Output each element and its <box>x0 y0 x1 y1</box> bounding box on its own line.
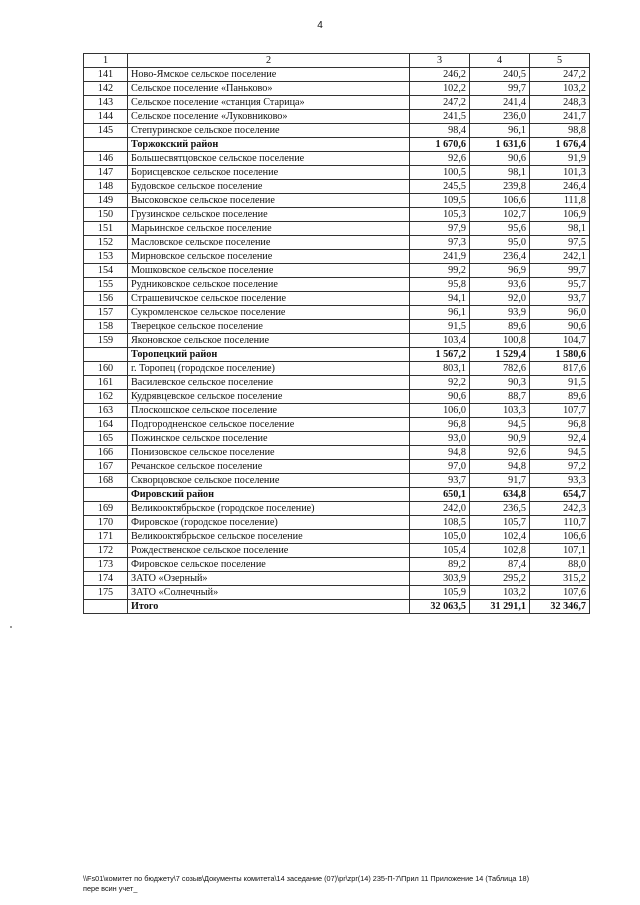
table-row <box>84 292 590 306</box>
row-number-cell: 151 <box>84 222 128 236</box>
value-col3-cell: 105,0 <box>410 530 470 544</box>
table-row <box>84 586 590 600</box>
table-row <box>84 96 590 110</box>
row-number-cell: 170 <box>84 516 128 530</box>
table-row <box>84 572 590 586</box>
value-col3-cell: 97,3 <box>410 236 470 250</box>
row-number-cell: 141 <box>84 68 128 82</box>
value-col4-cell: 241,4 <box>470 96 530 110</box>
value-col4-cell: 88,7 <box>470 390 530 404</box>
settlement-name-cell: Фировское (городское поселение) <box>128 516 410 530</box>
value-col3-cell: 97,0 <box>410 460 470 474</box>
value-col4-cell: 96,9 <box>470 264 530 278</box>
value-col5-cell: 94,5 <box>530 446 590 460</box>
value-col4-cell: 102,4 <box>470 530 530 544</box>
file-path-footer <box>83 874 603 894</box>
appendix-table <box>83 53 590 614</box>
row-number-cell: 169 <box>84 502 128 516</box>
file-path-line-2: пере всин учет_ <box>83 884 138 893</box>
table-subtotal-row <box>84 600 590 614</box>
value-col4-cell: 94,5 <box>470 418 530 432</box>
row-number-cell: 155 <box>84 278 128 292</box>
settlement-name-cell: Сельское поселение «Паньково» <box>128 82 410 96</box>
value-col5-cell: 315,2 <box>530 572 590 586</box>
value-col4-cell: 236,5 <box>470 502 530 516</box>
row-number-cell: 148 <box>84 180 128 194</box>
value-col4-cell: 31 291,1 <box>470 600 530 614</box>
value-col3-cell: 93,0 <box>410 432 470 446</box>
value-col4-cell: 1 529,4 <box>470 348 530 362</box>
table-row <box>84 110 590 124</box>
value-col3-cell: 108,5 <box>410 516 470 530</box>
row-number-cell <box>84 348 128 362</box>
table-body <box>84 54 590 614</box>
row-number-cell: 166 <box>84 446 128 460</box>
row-number-cell: 152 <box>84 236 128 250</box>
settlement-name-cell: Сельское поселение «станция Старица» <box>128 96 410 110</box>
value-col3-cell: 241,5 <box>410 110 470 124</box>
table-row <box>84 474 590 488</box>
settlement-name-cell: Рудниковское сельское поселение <box>128 278 410 292</box>
value-col4-cell: 106,6 <box>470 194 530 208</box>
table-row <box>84 222 590 236</box>
value-col4-cell: 90,9 <box>470 432 530 446</box>
value-col4-cell: 105,7 <box>470 516 530 530</box>
settlement-name-cell: ЗАТО «Озерный» <box>128 572 410 586</box>
table-row <box>84 502 590 516</box>
value-col4-cell: 239,8 <box>470 180 530 194</box>
table-row <box>84 390 590 404</box>
settlement-name-cell: Великооктябрьское (городское поселение) <box>128 502 410 516</box>
table-row <box>84 516 590 530</box>
settlement-name-cell: Тверецкое сельское поселение <box>128 320 410 334</box>
row-number-cell: 175 <box>84 586 128 600</box>
table-row <box>84 376 590 390</box>
value-col3-cell: 106,0 <box>410 404 470 418</box>
settlement-name-cell: Великооктябрьское сельское поселение <box>128 530 410 544</box>
settlement-name-cell: Мирновское сельское поселение <box>128 250 410 264</box>
value-col4-cell: 100,8 <box>470 334 530 348</box>
value-col3-cell: 105,4 <box>410 544 470 558</box>
settlement-name-cell: Василевское сельское поселение <box>128 376 410 390</box>
header-cell-3: 3 <box>410 54 470 68</box>
row-number-cell: 162 <box>84 390 128 404</box>
settlement-name-cell: Подгородненское сельское поселение <box>128 418 410 432</box>
value-col4-cell: 90,6 <box>470 152 530 166</box>
row-number-cell: 159 <box>84 334 128 348</box>
table-row <box>84 558 590 572</box>
value-col3-cell: 94,1 <box>410 292 470 306</box>
value-col4-cell: 95,6 <box>470 222 530 236</box>
table-row <box>84 460 590 474</box>
settlement-name-cell: ЗАТО «Солнечный» <box>128 586 410 600</box>
value-col5-cell: 98,1 <box>530 222 590 236</box>
value-col4-cell: 93,9 <box>470 306 530 320</box>
value-col5-cell: 96,0 <box>530 306 590 320</box>
value-col5-cell: 93,3 <box>530 474 590 488</box>
appendix-table-container <box>83 53 589 614</box>
value-col3-cell: 92,6 <box>410 152 470 166</box>
value-col5-cell: 110,7 <box>530 516 590 530</box>
value-col5-cell: 98,8 <box>530 124 590 138</box>
table-header-row <box>84 54 590 68</box>
settlement-name-cell: Понизовское сельское поселение <box>128 446 410 460</box>
row-number-cell: 171 <box>84 530 128 544</box>
value-col4-cell: 102,7 <box>470 208 530 222</box>
settlement-name-cell: г. Торопец (городское поселение) <box>128 362 410 376</box>
row-number-cell: 174 <box>84 572 128 586</box>
row-number-cell: 167 <box>84 460 128 474</box>
value-col4-cell: 98,1 <box>470 166 530 180</box>
row-number-cell: 145 <box>84 124 128 138</box>
settlement-name-cell: Мошковское сельское поселение <box>128 264 410 278</box>
table-row <box>84 418 590 432</box>
row-number-cell <box>84 600 128 614</box>
value-col3-cell: 94,8 <box>410 446 470 460</box>
value-col3-cell: 105,3 <box>410 208 470 222</box>
value-col4-cell: 236,0 <box>470 110 530 124</box>
value-col3-cell: 803,1 <box>410 362 470 376</box>
value-col3-cell: 96,1 <box>410 306 470 320</box>
value-col3-cell: 99,2 <box>410 264 470 278</box>
settlement-name-cell: Борисцевское сельское поселение <box>128 166 410 180</box>
value-col5-cell: 817,6 <box>530 362 590 376</box>
value-col5-cell: 111,8 <box>530 194 590 208</box>
header-cell-1: 1 <box>84 54 128 68</box>
table-row <box>84 208 590 222</box>
value-col4-cell: 1 631,6 <box>470 138 530 152</box>
value-col5-cell: 103,2 <box>530 82 590 96</box>
value-col3-cell: 245,5 <box>410 180 470 194</box>
settlement-name-cell: Скворцовское сельское поселение <box>128 474 410 488</box>
value-col5-cell: 96,8 <box>530 418 590 432</box>
value-col5-cell: 92,4 <box>530 432 590 446</box>
row-number-cell: 142 <box>84 82 128 96</box>
value-col5-cell: 107,7 <box>530 404 590 418</box>
value-col3-cell: 89,2 <box>410 558 470 572</box>
table-row <box>84 278 590 292</box>
value-col3-cell: 103,4 <box>410 334 470 348</box>
settlement-name-cell: Рождественское сельское поселение <box>128 544 410 558</box>
value-col3-cell: 98,4 <box>410 124 470 138</box>
settlement-name-cell: Большесвятцовское сельское поселение <box>128 152 410 166</box>
settlement-name-cell: Грузинское сельское поселение <box>128 208 410 222</box>
row-number-cell: 164 <box>84 418 128 432</box>
settlement-name-cell: Масловское сельское поселение <box>128 236 410 250</box>
value-col5-cell: 1 676,4 <box>530 138 590 152</box>
settlement-name-cell: Кудрявцевское сельское поселение <box>128 390 410 404</box>
value-col3-cell: 109,5 <box>410 194 470 208</box>
settlement-name-cell: Яконовское сельское поселение <box>128 334 410 348</box>
settlement-name-cell: Сельское поселение «Луковниково» <box>128 110 410 124</box>
value-col5-cell: 107,6 <box>530 586 590 600</box>
value-col5-cell: 654,7 <box>530 488 590 502</box>
value-col5-cell: 97,2 <box>530 460 590 474</box>
value-col4-cell: 236,4 <box>470 250 530 264</box>
value-col3-cell: 102,2 <box>410 82 470 96</box>
value-col5-cell: 90,6 <box>530 320 590 334</box>
value-col3-cell: 1 670,6 <box>410 138 470 152</box>
value-col4-cell: 93,6 <box>470 278 530 292</box>
value-col3-cell: 92,2 <box>410 376 470 390</box>
table-row <box>84 544 590 558</box>
value-col5-cell: 107,1 <box>530 544 590 558</box>
settlement-name-cell: Фировское сельское поселение <box>128 558 410 572</box>
row-number-cell: 173 <box>84 558 128 572</box>
value-col4-cell: 103,3 <box>470 404 530 418</box>
value-col4-cell: 95,0 <box>470 236 530 250</box>
row-number-cell: 172 <box>84 544 128 558</box>
header-cell-5: 5 <box>530 54 590 68</box>
value-col5-cell: 95,7 <box>530 278 590 292</box>
settlement-name-cell: Сукромленское сельское поселение <box>128 306 410 320</box>
value-col4-cell: 90,3 <box>470 376 530 390</box>
value-col3-cell: 246,2 <box>410 68 470 82</box>
table-row <box>84 194 590 208</box>
row-number-cell: 146 <box>84 152 128 166</box>
table-row <box>84 180 590 194</box>
value-col3-cell: 93,7 <box>410 474 470 488</box>
value-col5-cell: 241,7 <box>530 110 590 124</box>
row-number-cell: 168 <box>84 474 128 488</box>
table-row <box>84 250 590 264</box>
row-number-cell: 157 <box>84 306 128 320</box>
table-row <box>84 236 590 250</box>
value-col5-cell: 101,3 <box>530 166 590 180</box>
row-number-cell: 161 <box>84 376 128 390</box>
margin-mark <box>10 626 12 628</box>
value-col4-cell: 89,6 <box>470 320 530 334</box>
value-col5-cell: 88,0 <box>530 558 590 572</box>
value-col5-cell: 89,6 <box>530 390 590 404</box>
table-row <box>84 446 590 460</box>
value-col3-cell: 1 567,2 <box>410 348 470 362</box>
value-col3-cell: 96,8 <box>410 418 470 432</box>
value-col4-cell: 634,8 <box>470 488 530 502</box>
settlement-name-cell: Торопецкий район <box>128 348 410 362</box>
value-col3-cell: 100,5 <box>410 166 470 180</box>
table-row <box>84 152 590 166</box>
value-col4-cell: 102,8 <box>470 544 530 558</box>
row-number-cell: 160 <box>84 362 128 376</box>
settlement-name-cell: Речанское сельское поселение <box>128 460 410 474</box>
value-col3-cell: 91,5 <box>410 320 470 334</box>
value-col4-cell: 103,2 <box>470 586 530 600</box>
value-col5-cell: 104,7 <box>530 334 590 348</box>
value-col5-cell: 91,5 <box>530 376 590 390</box>
value-col4-cell: 96,1 <box>470 124 530 138</box>
table-row <box>84 82 590 96</box>
settlement-name-cell: Будовское сельское поселение <box>128 180 410 194</box>
table-row <box>84 68 590 82</box>
value-col5-cell: 32 346,7 <box>530 600 590 614</box>
value-col5-cell: 1 580,6 <box>530 348 590 362</box>
table-row <box>84 320 590 334</box>
value-col5-cell: 91,9 <box>530 152 590 166</box>
value-col3-cell: 242,0 <box>410 502 470 516</box>
table-row <box>84 334 590 348</box>
header-cell-2: 2 <box>128 54 410 68</box>
row-number-cell: 163 <box>84 404 128 418</box>
value-col5-cell: 247,2 <box>530 68 590 82</box>
value-col5-cell: 242,3 <box>530 502 590 516</box>
value-col4-cell: 91,7 <box>470 474 530 488</box>
header-cell-4: 4 <box>470 54 530 68</box>
row-number-cell: 150 <box>84 208 128 222</box>
settlement-name-cell: Марьинское сельское поселение <box>128 222 410 236</box>
settlement-name-cell: Фировский район <box>128 488 410 502</box>
value-col4-cell: 92,6 <box>470 446 530 460</box>
row-number-cell: 143 <box>84 96 128 110</box>
value-col3-cell: 650,1 <box>410 488 470 502</box>
file-path-line-1: \\Fs01\комитет по бюджету\7 созыв\Документы комитета\14 заседание (07)\pr\zpr(14) 235-П-7\Прил 11 Приложение 14 (Таблица 18) <box>83 874 530 883</box>
row-number-cell: 158 <box>84 320 128 334</box>
settlement-name-cell: Итого <box>128 600 410 614</box>
row-number-cell: 156 <box>84 292 128 306</box>
value-col3-cell: 95,8 <box>410 278 470 292</box>
settlement-name-cell: Высоковское сельское поселение <box>128 194 410 208</box>
value-col3-cell: 241,9 <box>410 250 470 264</box>
value-col3-cell: 105,9 <box>410 586 470 600</box>
value-col3-cell: 32 063,5 <box>410 600 470 614</box>
table-row <box>84 530 590 544</box>
value-col4-cell: 295,2 <box>470 572 530 586</box>
value-col4-cell: 94,8 <box>470 460 530 474</box>
row-number-cell <box>84 138 128 152</box>
table-subtotal-row <box>84 488 590 502</box>
table-subtotal-row <box>84 138 590 152</box>
value-col4-cell: 782,6 <box>470 362 530 376</box>
settlement-name-cell: Пожинское сельское поселение <box>128 432 410 446</box>
row-number-cell: 149 <box>84 194 128 208</box>
settlement-name-cell: Степуринское сельское поселение <box>128 124 410 138</box>
value-col5-cell: 93,7 <box>530 292 590 306</box>
settlement-name-cell: Плоскошское сельское поселение <box>128 404 410 418</box>
value-col3-cell: 303,9 <box>410 572 470 586</box>
table-row <box>84 432 590 446</box>
value-col5-cell: 97,5 <box>530 236 590 250</box>
table-row <box>84 264 590 278</box>
value-col3-cell: 97,9 <box>410 222 470 236</box>
table-row <box>84 362 590 376</box>
row-number-cell: 154 <box>84 264 128 278</box>
value-col5-cell: 106,6 <box>530 530 590 544</box>
value-col5-cell: 242,1 <box>530 250 590 264</box>
row-number-cell: 147 <box>84 166 128 180</box>
value-col5-cell: 248,3 <box>530 96 590 110</box>
value-col5-cell: 99,7 <box>530 264 590 278</box>
table-row <box>84 404 590 418</box>
value-col5-cell: 106,9 <box>530 208 590 222</box>
value-col3-cell: 90,6 <box>410 390 470 404</box>
page-number: 4 <box>317 20 323 31</box>
row-number-cell: 153 <box>84 250 128 264</box>
settlement-name-cell: Торжокский район <box>128 138 410 152</box>
table-row <box>84 124 590 138</box>
value-col3-cell: 247,2 <box>410 96 470 110</box>
table-row <box>84 306 590 320</box>
table-row <box>84 166 590 180</box>
value-col4-cell: 87,4 <box>470 558 530 572</box>
settlement-name-cell: Ново-Ямское сельское поселение <box>128 68 410 82</box>
row-number-cell: 165 <box>84 432 128 446</box>
value-col4-cell: 240,5 <box>470 68 530 82</box>
value-col4-cell: 92,0 <box>470 292 530 306</box>
value-col5-cell: 246,4 <box>530 180 590 194</box>
value-col4-cell: 99,7 <box>470 82 530 96</box>
row-number-cell: 144 <box>84 110 128 124</box>
settlement-name-cell: Страшевичское сельское поселение <box>128 292 410 306</box>
table-subtotal-row <box>84 348 590 362</box>
row-number-cell <box>84 488 128 502</box>
